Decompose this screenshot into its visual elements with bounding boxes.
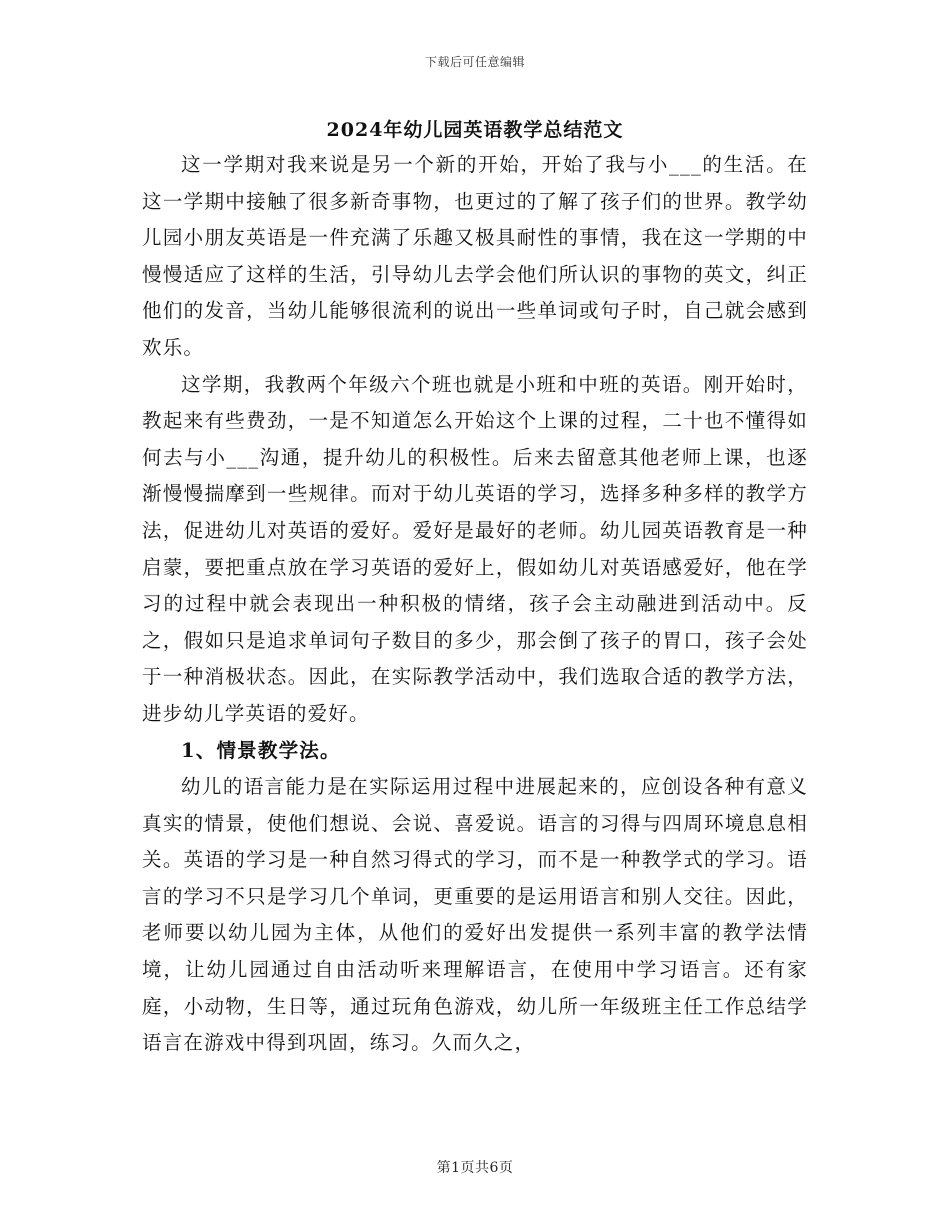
document-title: 2024年幼儿园英语教学总结范文 [326, 119, 624, 141]
document-body [142, 147, 808, 1062]
paragraph-situational-teaching: 幼儿的语言能力是在实际运用过程中进展起来的，应创设各种有意义真实的情景，使他们想说、会说、喜爱说。语言的习得与四周环境息息相关。英语的学习是一种自然习得式的学习，而不是一种教学式的学习。语言的学习不只是学习几个单词，更重要的是运用语言和别人交往。因此，老师要以幼儿园为主体，从他们的爱好出发提供一系列丰富的教学法情境，让幼儿园通过自由活动听来理解语言，在使用中学习语言。还有家庭，小动物，生日等，通过玩角色游戏，幼儿所一年级班主任工作总结学语言在游戏中得到巩固，练习。久而久之， [142, 775, 808, 1055]
paragraph-intro: 这一学期对我来说是另一个新的开始，开始了我与小___的生活。在这一学期中接触了很多新奇事物，也更过的了解了孩子们的世界。教学幼儿园小朋友英语是一件充满了乐趣又极具耐性的事情，我在这一学期的中慢慢适应了这样的生活，引导幼儿去学会他们所认识的事物的英文，纠正他们的发音，当幼儿能够很流利的说出一些单词或句子时，自己就会感到欢乐。 [142, 153, 808, 359]
paragraph-semester: 这学期，我教两个年级六个班也就是小班和中班的英语。刚开始时，教起来有些费劲，一是不知道怎么开始这个上课的过程，二十也不懂得如何去与小___沟通，提升幼儿的积极性。后来去留意其他老师上课，也逐渐慢慢揣摩到一些规律。而对于幼儿英语的学习，选择多种多样的教学方法，促进幼儿对英语的爱好。爱好是最好的老师。幼儿园英语教育是一种启蒙，要把重点放在学习英语的爱好上，假如幼儿对英语感爱好，他在学习的过程中就会表现出一种积极的情绪，孩子会主动融进到活动中。反之，假如只是追求单词句子数目的多少，那会倒了孩子的胃口，孩子会处于一种消极状态。因此，在实际教学活动中，我们选取合适的教学方法，进步幼儿学英语的爱好。 [142, 372, 808, 725]
page-header: 下载后可任意编辑 [424, 55, 525, 69]
page-footer: 第1页共6页 [436, 1160, 514, 1176]
section-heading-situational-teaching: 1、情景教学法。 [181, 738, 341, 762]
